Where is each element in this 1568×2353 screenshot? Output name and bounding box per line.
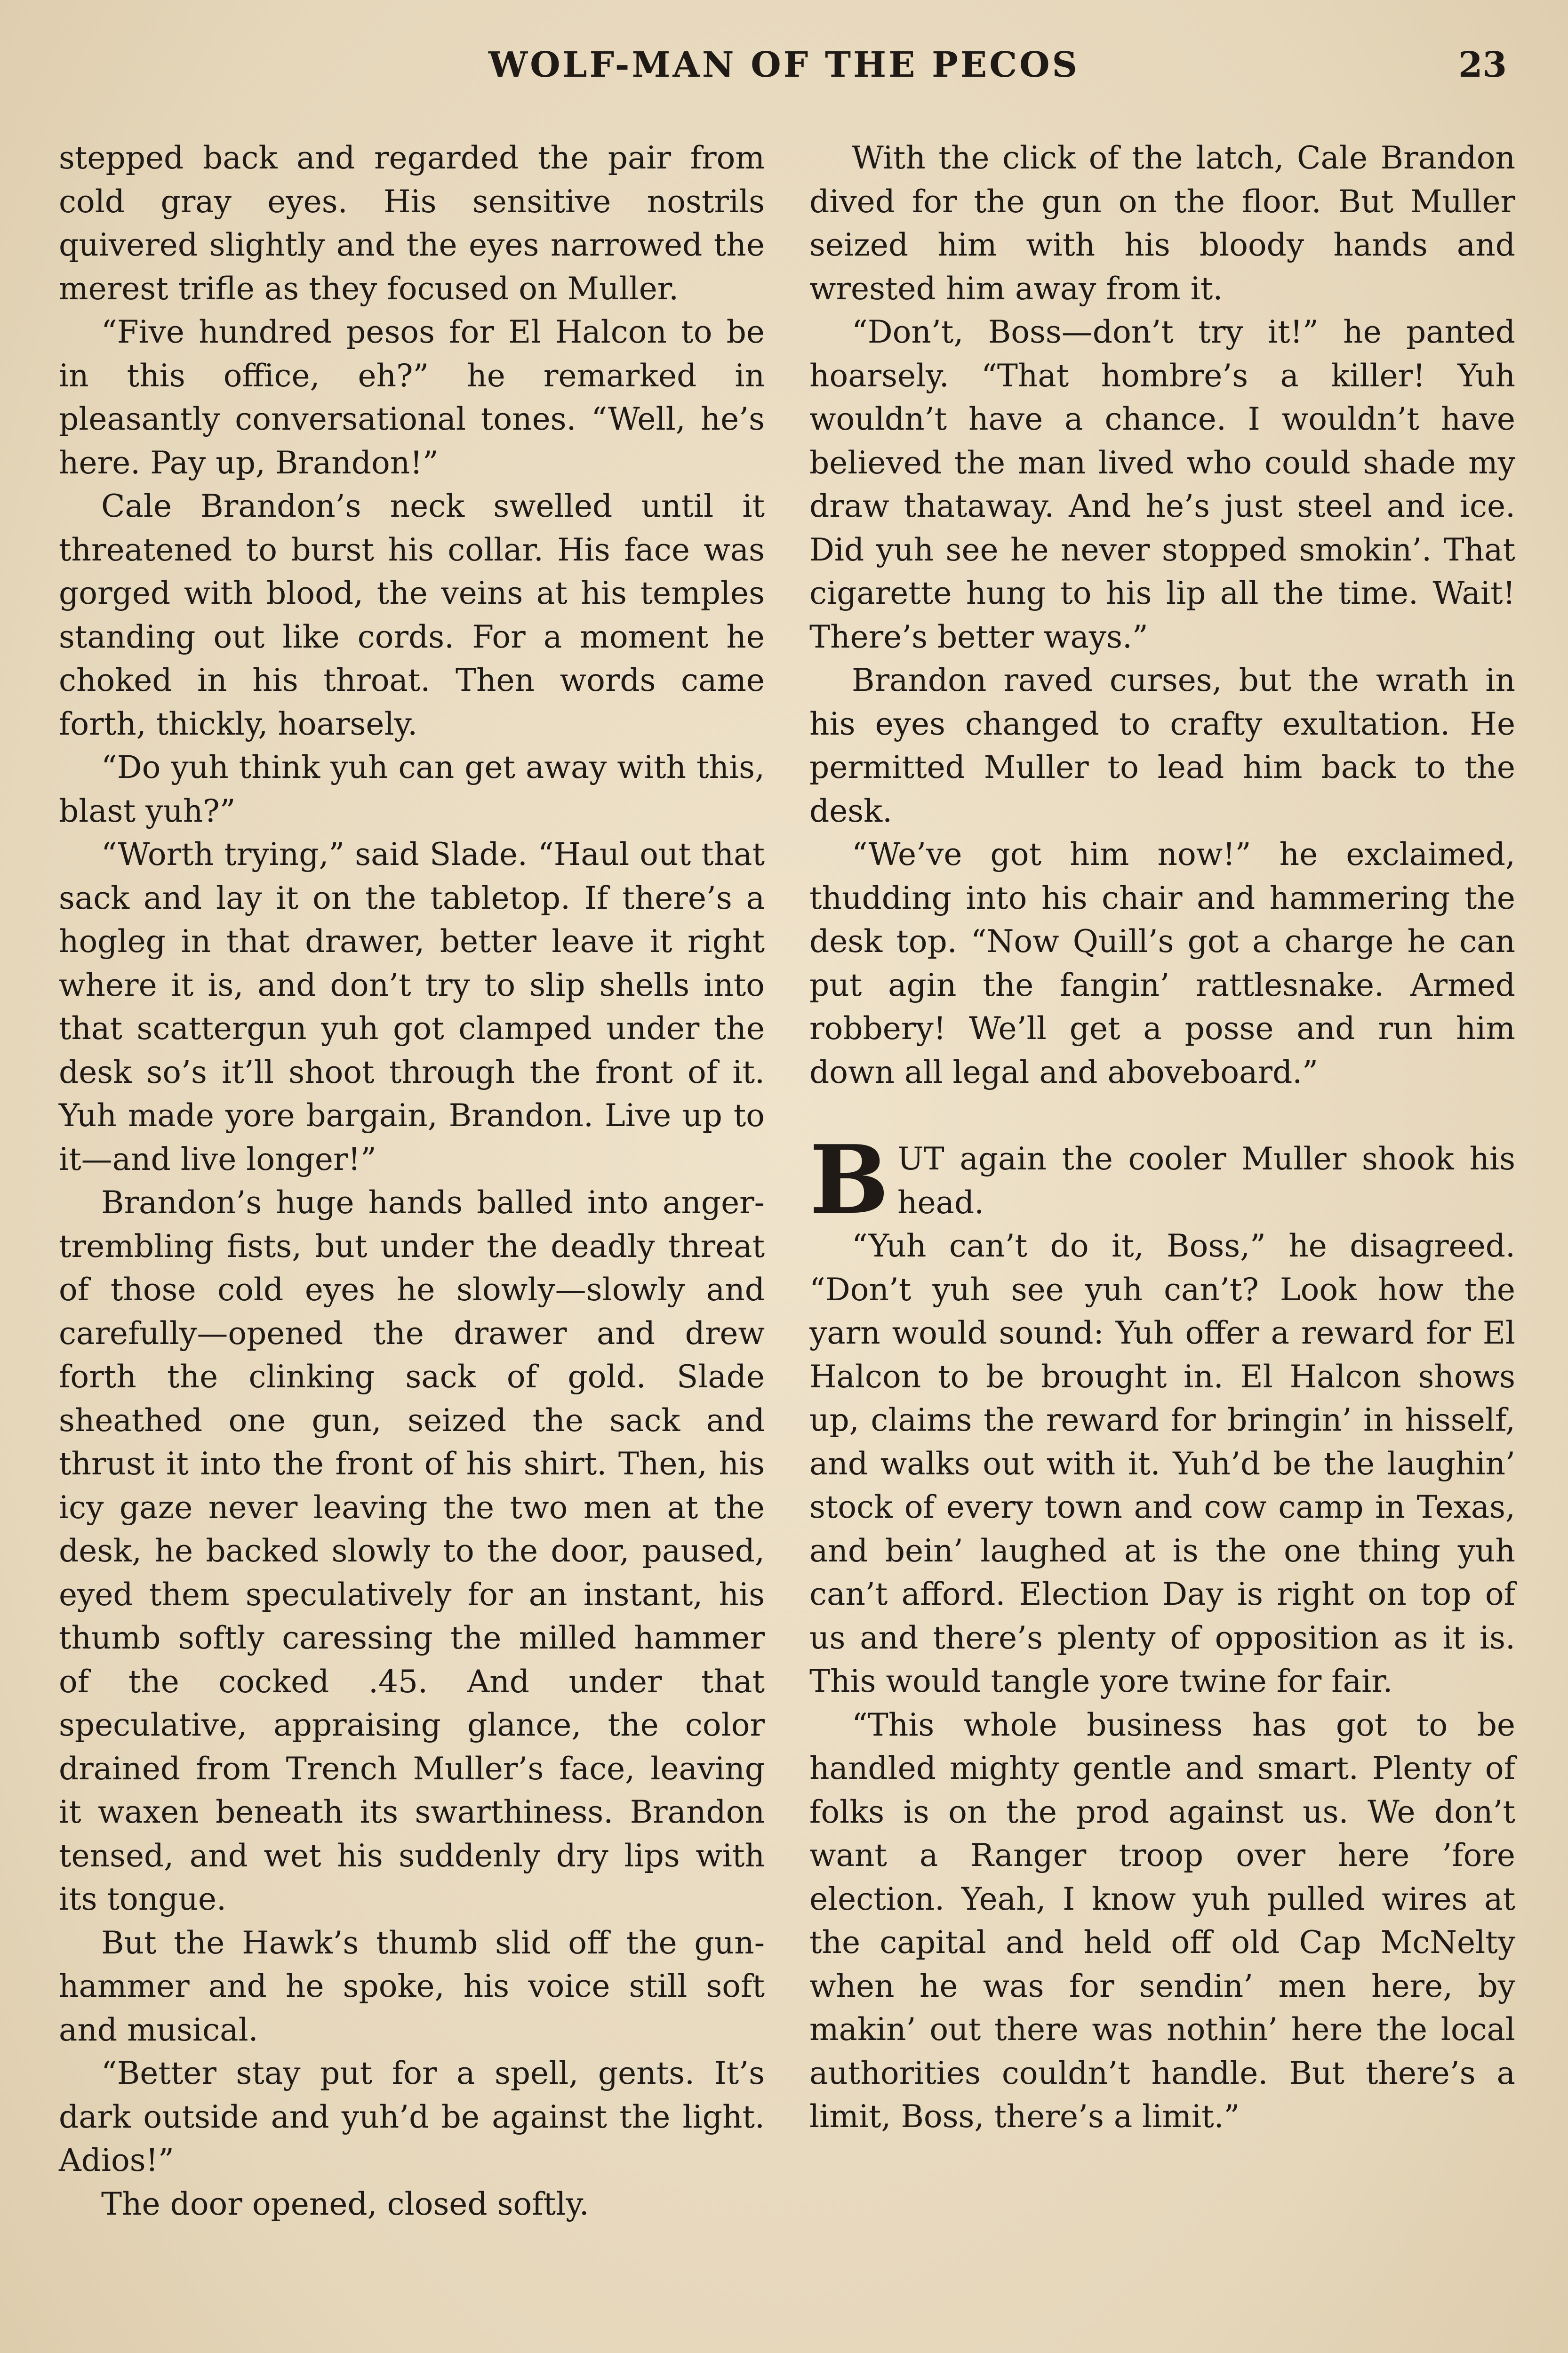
drop-cap: B <box>809 1125 889 1235</box>
paragraph: “Do yuh think yuh can get away with this, blast yuh?” <box>59 749 765 829</box>
paragraph: “Yuh can’t do it, Boss,” he disagreed. “Don’t yuh see yuh can’t? Look how the yarn would sound: Yuh offer a reward for El Halcon to be brought in. El Halcon shows up, claims the reward for bringin’ in hisself, and walks out with it. Yuh’d be the laughin’ stock of every town and cow camp in Texas, and bein’ laughed at is the one thing yuh can’t afford. Election Day is right on top of us and there’s plenty of opposition as it is. This would tangle yore twine for fair. <box>809 1228 1515 1699</box>
paragraph: “We’ve got him now!” he exclaimed, thudding into his chair and hammering the desk top. “Now Quill’s got a charge he can put agin the fangin’ rattlesnake. Armed robbery! We’ll get a posse and run him down all legal and aboveboard.” <box>809 836 1515 1090</box>
paragraph: With the click of the latch, Cale Brandon dived for the gun on the floor. But Muller seized him with his bloody hands and wrested him away from it. <box>809 140 1515 307</box>
paragraph: stepped back and regarded the pair from cold gray eyes. His sensitive nostrils quivered slightly and the eyes narrowed the merest trifle as they focused on Muller. <box>59 140 765 307</box>
paragraph: “Don’t, Boss—don’t try it!” he panted hoarsely. “That hombre’s a killer! Yuh wouldn’t have a chance. I wouldn’t have believed the man lived who could shade my draw thataway. And he’s just steel and ice. Did yuh see he never stopped smokin’. That cigarette hung to his lip all the time. Wait! There’s better ways.” <box>809 314 1515 655</box>
paragraph: “Five hundred pesos for El Halcon to be in this office, eh?” he remarked in pleasantly conversational tones. “Well, he’s here. Pay up, Brandon!” <box>59 314 765 481</box>
right-column <box>809 136 1515 2139</box>
page-number: 23 <box>1458 45 1507 85</box>
paragraph: Cale Brandon’s neck swelled until it threatened to burst his collar. His face was gorged with blood, the veins at his temples standing out like cords. For a moment he choked in his throat. Then words came forth, thickly, hoarsely. <box>59 488 765 742</box>
paragraph: Brandon’s huge hands balled into anger-trembling fists, but under the deadly threat of those cold eyes he slowly—slowly and carefully—opened the drawer and drew forth the clinking sack of gold. Slade sheathed one gun, seized the sack and thrust it into the front of his shirt. Then, his icy gaze never leaving the two men at the desk, he backed slowly to the door, paused, eyed them speculatively for an instant, his thumb softly caressing the milled hammer of the cocked .45. And under that speculative, appraising glance, the color drained from Trench Muller’s face, leaving it waxen beneath its swarthiness. Brandon tensed, and wet his suddenly dry lips with its tongue. <box>59 1185 765 1917</box>
paragraph: “This whole business has got to be handled mighty gentle and smart. Plenty of folks is on the prod against us. We don’t want a Ranger troop over here ’fore election. Yeah, I know yuh pulled wires at the capital and held off old Cap McNelty when he was for sendin’ men here, by makin’ out there was nothin’ here the local authorities couldn’t handle. But there’s a limit, Boss, there’s a limit.” <box>809 1706 1515 2135</box>
section-spacer <box>809 1094 1515 1137</box>
paragraph: “Better stay put for a spell, gents. It’s dark outside and yuh’d be against the light. Adios!” <box>59 2055 765 2178</box>
page-header <box>0 45 1568 101</box>
paragraph: The door opened, closed softly. <box>101 2185 589 2222</box>
paragraph: Brandon raved curses, but the wrath in his eyes changed to crafty exultation. He permitted Muller to lead him back to the desk. <box>809 662 1515 829</box>
drop-cap-line: UT again the cooler Muller shook his head. <box>897 1141 1515 1221</box>
paragraph: “Worth trying,” said Slade. “Haul out that sack and lay it on the tabletop. If there’s a hogleg in that drawer, better leave it right where it is, and don’t try to slip shells into that scattergun yuh got clamped under the desk so’s it’ll shoot through the front of it. Yuh made yore bargain, Brandon. Live up to it—and live longer!” <box>59 836 765 1177</box>
running-title: WOLF-MAN OF THE PECOS <box>488 45 1080 85</box>
paragraph: But the Hawk’s thumb slid off the gun-hammer and he spoke, his voice still soft and musical. <box>59 1924 765 2048</box>
left-column <box>59 136 765 2226</box>
section-opening-paragraph <box>809 1125 1515 1235</box>
